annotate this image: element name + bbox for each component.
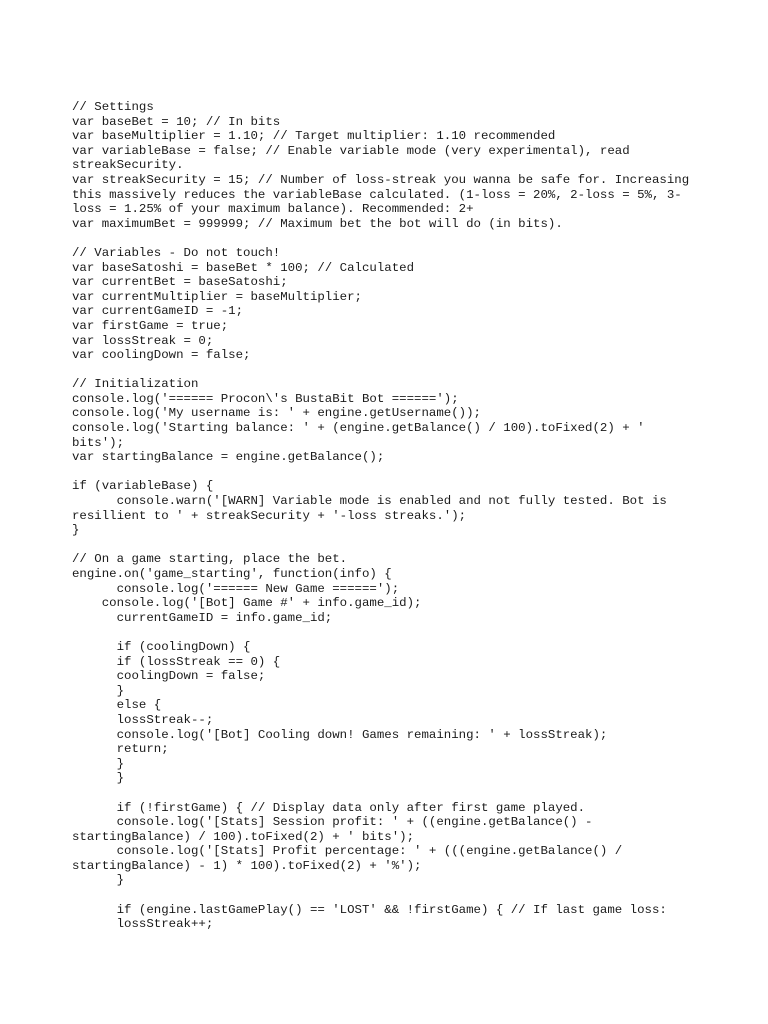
- code-line: if (lossStreak == 0) {: [72, 654, 281, 669]
- blank-line: [72, 888, 712, 903]
- blank-line: [72, 363, 712, 378]
- code-line: lossStreak--;: [72, 712, 214, 727]
- code-listing: [72, 100, 712, 932]
- code-line: console.log('====== New Game ======');: [72, 581, 400, 596]
- code-line: var baseSatoshi = baseBet * 100; // Calculated: [72, 260, 415, 275]
- code-line: var firstGame = true;: [72, 318, 229, 333]
- code-line: console.log('====== Procon\'s BustaBit Bot ======');: [72, 391, 459, 406]
- code-line: var currentMultiplier = baseMultiplier;: [72, 289, 362, 304]
- code-line: }: [72, 756, 125, 771]
- code-line: var lossStreak = 0;: [72, 333, 214, 348]
- code-line: if (engine.lastGamePlay() == 'LOST' && !firstGame) { // If last game loss:: [72, 902, 667, 917]
- code-line: console.log('[Bot] Cooling down! Games remaining: ' + lossStreak);: [72, 727, 608, 742]
- blank-line: [72, 231, 712, 246]
- code-line: bits');: [72, 435, 125, 450]
- code-line: if (coolingDown) {: [72, 639, 251, 654]
- code-line: currentGameID = info.game_id;: [72, 610, 333, 625]
- code-line: if (!firstGame) { // Display data only after first game played.: [72, 800, 586, 815]
- code-line: lossStreak++;: [72, 917, 214, 932]
- code-line: engine.on('game_starting', function(info) {: [72, 567, 392, 581]
- code-line: var baseMultiplier = 1.10; // Target multiplier: 1.10 recommended: [72, 129, 556, 144]
- code-line: startingBalance) / 100).toFixed(2) + ' bits');: [72, 829, 415, 844]
- code-line: // Settings: [72, 100, 154, 114]
- code-line: startingBalance) - 1) * 100).toFixed(2) + '%');: [72, 858, 422, 873]
- code-line: }: [72, 523, 80, 538]
- code-line: var baseBet = 10; // In bits: [72, 114, 281, 129]
- code-line: var coolingDown = false;: [72, 348, 251, 363]
- code-line: console.log('My username is: ' + engine.getUsername());: [72, 406, 481, 421]
- code-line: console.log('[Stats] Profit percentage: ' + (((engine.getBalance() /: [72, 844, 623, 859]
- code-line: // Variables - Do not touch!: [72, 245, 281, 260]
- code-line: var startingBalance = engine.getBalance();: [72, 450, 385, 465]
- blank-line: [72, 465, 712, 480]
- code-line: return;: [72, 742, 169, 757]
- code-line: var currentBet = baseSatoshi;: [72, 275, 288, 290]
- code-line: var variableBase = false; // Enable variable mode (very experimental), read: [72, 143, 630, 158]
- code-line: else {: [72, 698, 162, 713]
- code-line: }: [72, 771, 125, 786]
- code-line: var currentGameID = -1;: [72, 304, 244, 319]
- blank-line: [72, 538, 712, 553]
- code-line: if (variableBase) {: [72, 479, 214, 494]
- code-line: resillient to ' + streakSecurity + '-loss streaks.');: [72, 508, 467, 523]
- code-line: var streakSecurity = 15; // Number of loss-streak you wanna be safe for. Increasing: [72, 172, 690, 187]
- code-line: this massively reduces the variableBase calculated. (1-loss = 20%, 2-loss = 5%, 3-: [72, 187, 682, 202]
- code-line: streakSecurity.: [72, 158, 184, 173]
- blank-line: [72, 786, 712, 801]
- code-line: coolingDown = false;: [72, 669, 266, 684]
- code-line: console.log('[Bot] Game #' + info.game_id);: [72, 596, 422, 611]
- code-line: loss = 1.25% of your maximum balance). Recommended: 2+: [72, 202, 474, 217]
- blank-line: [72, 625, 712, 640]
- code-line: // Initialization: [72, 377, 199, 392]
- code-line: // On a game starting, place the bet.: [72, 552, 348, 567]
- code-line: var maximumBet = 999999; // Maximum bet the bot will do (in bits).: [72, 216, 563, 231]
- code-line: console.warn('[WARN] Variable mode is enabled and not fully tested. Bot is: [72, 494, 667, 509]
- code-line: }: [72, 873, 125, 888]
- code-line: console.log('[Stats] Session profit: ' + ((engine.getBalance() -: [72, 815, 593, 830]
- code-line: }: [72, 683, 125, 698]
- code-line: console.log('Starting balance: ' + (engine.getBalance() / 100).toFixed(2) + ': [72, 421, 645, 436]
